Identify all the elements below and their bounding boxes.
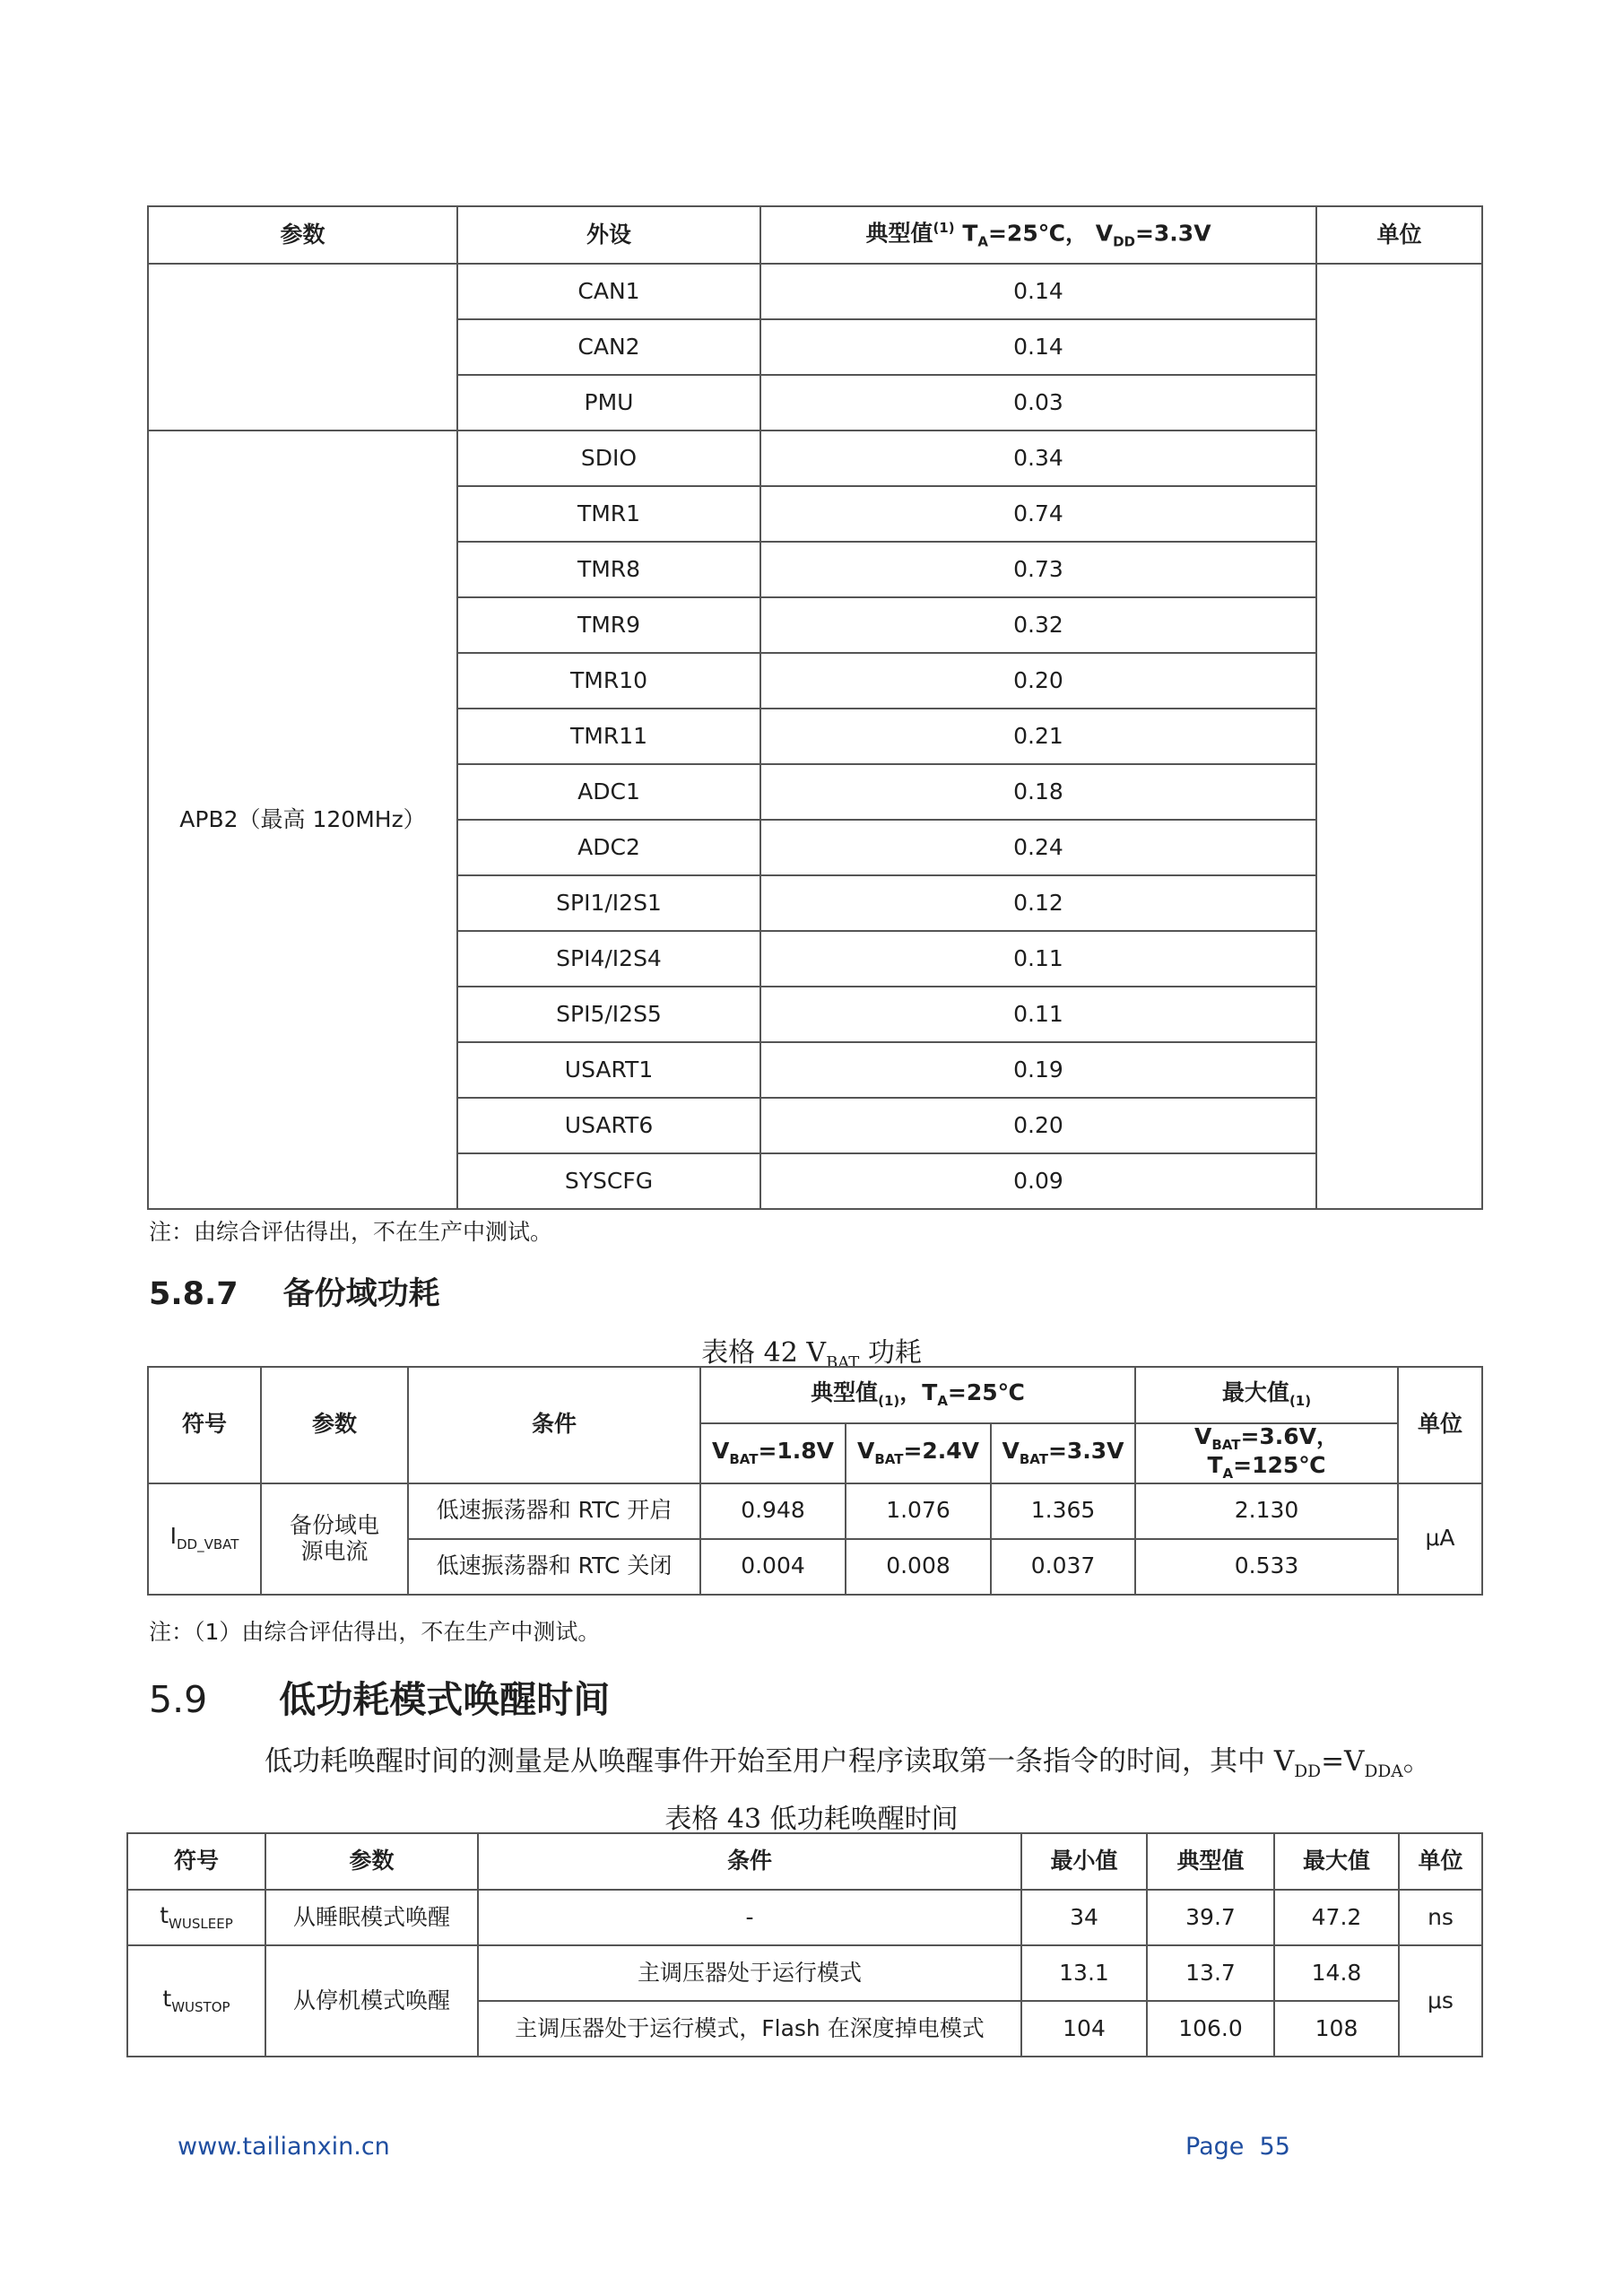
table-row-value: 0.73 bbox=[760, 542, 1316, 597]
header-max: 最大值 bbox=[1274, 1833, 1399, 1890]
param-stop-wakeup: 从停机模式唤醒 bbox=[265, 1945, 478, 2057]
table-row-typ: 13.7 bbox=[1147, 1945, 1274, 2001]
group-apb-prev bbox=[148, 264, 457, 430]
table-row-max: 14.8 bbox=[1274, 1945, 1399, 2001]
table-row-min: 13.1 bbox=[1021, 1945, 1147, 2001]
section-heading-5-8-7 bbox=[149, 1269, 440, 1314]
table-row-periph: SDIO bbox=[457, 430, 760, 486]
table-row-periph: USART1 bbox=[457, 1042, 760, 1098]
section-number: 5.9 bbox=[149, 1678, 208, 1721]
header-min: 最小值 bbox=[1021, 1833, 1147, 1890]
header-param: 参数 bbox=[148, 206, 457, 264]
table-row-value: 0.14 bbox=[760, 319, 1316, 375]
table-row-condition: 低速振荡器和 RTC 关闭 bbox=[408, 1539, 700, 1595]
table-row-periph: USART6 bbox=[457, 1098, 760, 1153]
group-apb2-label: APB2（最高 120MHz） bbox=[148, 430, 457, 1209]
table2-caption: 表格 42 $V_{BAT}$ 功耗 bbox=[701, 1337, 922, 1372]
param-sleep-wakeup: 从睡眠模式唤醒 bbox=[265, 1890, 478, 1945]
table-row-periph: TMR1 bbox=[457, 486, 760, 542]
table-row-value: 0.32 bbox=[760, 597, 1316, 653]
unit-cell bbox=[1316, 264, 1482, 1209]
table-row-periph: TMR11 bbox=[457, 709, 760, 764]
table-row-value: 0.037 bbox=[991, 1539, 1135, 1595]
table-row-periph: TMR10 bbox=[457, 653, 760, 709]
footer-page bbox=[1185, 2133, 1290, 2161]
table-row-value: 0.34 bbox=[760, 430, 1316, 486]
table-row-value: 0.24 bbox=[760, 820, 1316, 875]
table-row-value: 2.130 bbox=[1135, 1483, 1398, 1539]
header-vbat-1-8: $V_{BAT}=1.8V$ bbox=[700, 1423, 846, 1483]
table-row-condition: 主调压器处于运行模式，Flash 在深度掉电模式 bbox=[478, 2001, 1021, 2057]
table-row-periph: ADC1 bbox=[457, 764, 760, 820]
table-row-value: 0.20 bbox=[760, 653, 1316, 709]
unit-cell: μA bbox=[1398, 1483, 1482, 1595]
table-row-periph: SYSCFG bbox=[457, 1153, 760, 1209]
page-number: 55 bbox=[1259, 2133, 1290, 2161]
table-row-value: 0.008 bbox=[846, 1539, 991, 1595]
table-row-value: 0.20 bbox=[760, 1098, 1316, 1153]
header-typ: 典型值 bbox=[1147, 1833, 1274, 1890]
footer-url[interactable]: www.tailianxin.cn bbox=[178, 2133, 390, 2161]
table-row-condition: 主调压器处于运行模式 bbox=[478, 1945, 1021, 2001]
table-row-value: 0.21 bbox=[760, 709, 1316, 764]
table-row-periph: TMR9 bbox=[457, 597, 760, 653]
symbol-idd-vbat: $I_{DD\_VBAT}$ bbox=[148, 1483, 261, 1595]
table-row-value: 1.365 bbox=[991, 1483, 1135, 1539]
table-row-min: 104 bbox=[1021, 2001, 1147, 2057]
vbat-consumption-table bbox=[147, 1366, 1483, 1596]
header-vbat-3-6: $V_{BAT}=3.6V$，$T_A=125℃$ bbox=[1135, 1423, 1398, 1483]
table-row-periph: SPI1/I2S1 bbox=[457, 875, 760, 931]
section-title: 备份域功耗 bbox=[282, 1276, 440, 1312]
table-row-value: 0.09 bbox=[760, 1153, 1316, 1209]
table-row-periph: SPI5/I2S5 bbox=[457, 987, 760, 1042]
table-row-periph: TMR8 bbox=[457, 542, 760, 597]
table-row-unit: ns bbox=[1399, 1890, 1482, 1945]
table-row-max: 47.2 bbox=[1274, 1890, 1399, 1945]
param-backup-current: 备份域电 源电流 bbox=[261, 1483, 408, 1595]
table-row-value: 0.948 bbox=[700, 1483, 846, 1539]
table-row-periph: ADC2 bbox=[457, 820, 760, 875]
symbol-twusleep: $t_{WUSLEEP}$ bbox=[127, 1890, 265, 1945]
table3-caption: 表格 43 低功耗唤醒时间 bbox=[664, 1804, 959, 1835]
table-row-value: 0.18 bbox=[760, 764, 1316, 820]
header-symbol: 符号 bbox=[148, 1367, 261, 1483]
table-row-value: 0.11 bbox=[760, 931, 1316, 987]
table-row-value: 0.03 bbox=[760, 375, 1316, 430]
header-unit: 单位 bbox=[1316, 206, 1482, 264]
header-condition: 条件 bbox=[408, 1367, 700, 1483]
symbol-twustop: $t_{WUSTOP}$ bbox=[127, 1945, 265, 2057]
header-typical: 典型值$^{(1)}$ $T_A=25℃$， $V_{DD}=3.3V$ bbox=[760, 206, 1316, 264]
header-symbol: 符号 bbox=[127, 1833, 265, 1890]
table-row-value: 0.12 bbox=[760, 875, 1316, 931]
section-heading-5-9 bbox=[149, 1670, 610, 1723]
header-peripheral: 外设 bbox=[457, 206, 760, 264]
table-row-min: 34 bbox=[1021, 1890, 1147, 1945]
table-row-condition: - bbox=[478, 1890, 1021, 1945]
header-unit: 单位 bbox=[1398, 1367, 1482, 1483]
header-param: 参数 bbox=[265, 1833, 478, 1890]
table-row-typ: 39.7 bbox=[1147, 1890, 1274, 1945]
table-row-value: 1.076 bbox=[846, 1483, 991, 1539]
table-row-value: 0.11 bbox=[760, 987, 1316, 1042]
peripheral-current-table bbox=[147, 205, 1483, 1210]
header-param: 参数 bbox=[261, 1367, 408, 1483]
table-row-typ: 106.0 bbox=[1147, 2001, 1274, 2057]
section-title: 低功耗模式唤醒时间 bbox=[279, 1678, 611, 1721]
table-row-periph: CAN2 bbox=[457, 319, 760, 375]
table-row-unit: μs bbox=[1399, 1945, 1482, 2057]
wakeup-time-table bbox=[126, 1832, 1483, 2057]
header-unit: 单位 bbox=[1399, 1833, 1482, 1890]
table-row-value: 0.533 bbox=[1135, 1539, 1398, 1595]
table2-note: 注：（1）由综合评估得出，不在生产中测试。 bbox=[149, 1619, 601, 1645]
table-row-max: 108 bbox=[1274, 2001, 1399, 2057]
table-row-value: 0.004 bbox=[700, 1539, 846, 1595]
header-typical: 典型值$_{(1)}$，$T_A=25℃$ bbox=[700, 1367, 1135, 1423]
table-row-value: 0.74 bbox=[760, 486, 1316, 542]
page-label: Page bbox=[1185, 2133, 1245, 2161]
table-row-periph: CAN1 bbox=[457, 264, 760, 319]
table1-note: 注：由综合评估得出，不在生产中测试。 bbox=[149, 1219, 553, 1245]
header-max: 最大值$_{(1)}$ bbox=[1135, 1367, 1398, 1423]
table-row-periph: SPI4/I2S4 bbox=[457, 931, 760, 987]
header-vbat-2-4: $V_{BAT}=2.4V$ bbox=[846, 1423, 991, 1483]
header-condition: 条件 bbox=[478, 1833, 1021, 1890]
table-row-value: 0.19 bbox=[760, 1042, 1316, 1098]
header-vbat-3-3: $V_{BAT}=3.3V$ bbox=[991, 1423, 1135, 1483]
table-row-value: 0.14 bbox=[760, 264, 1316, 319]
intro-paragraph: 低功耗唤醒时间的测量是从唤醒事件开始至用户程序读取第一条指令的时间，其中 $V_{DD}=V_{DDA}$。 bbox=[265, 1745, 1431, 1782]
table-row-periph: PMU bbox=[457, 375, 760, 430]
table-row-condition: 低速振荡器和 RTC 开启 bbox=[408, 1483, 700, 1539]
section-number: 5.8.7 bbox=[149, 1276, 239, 1312]
